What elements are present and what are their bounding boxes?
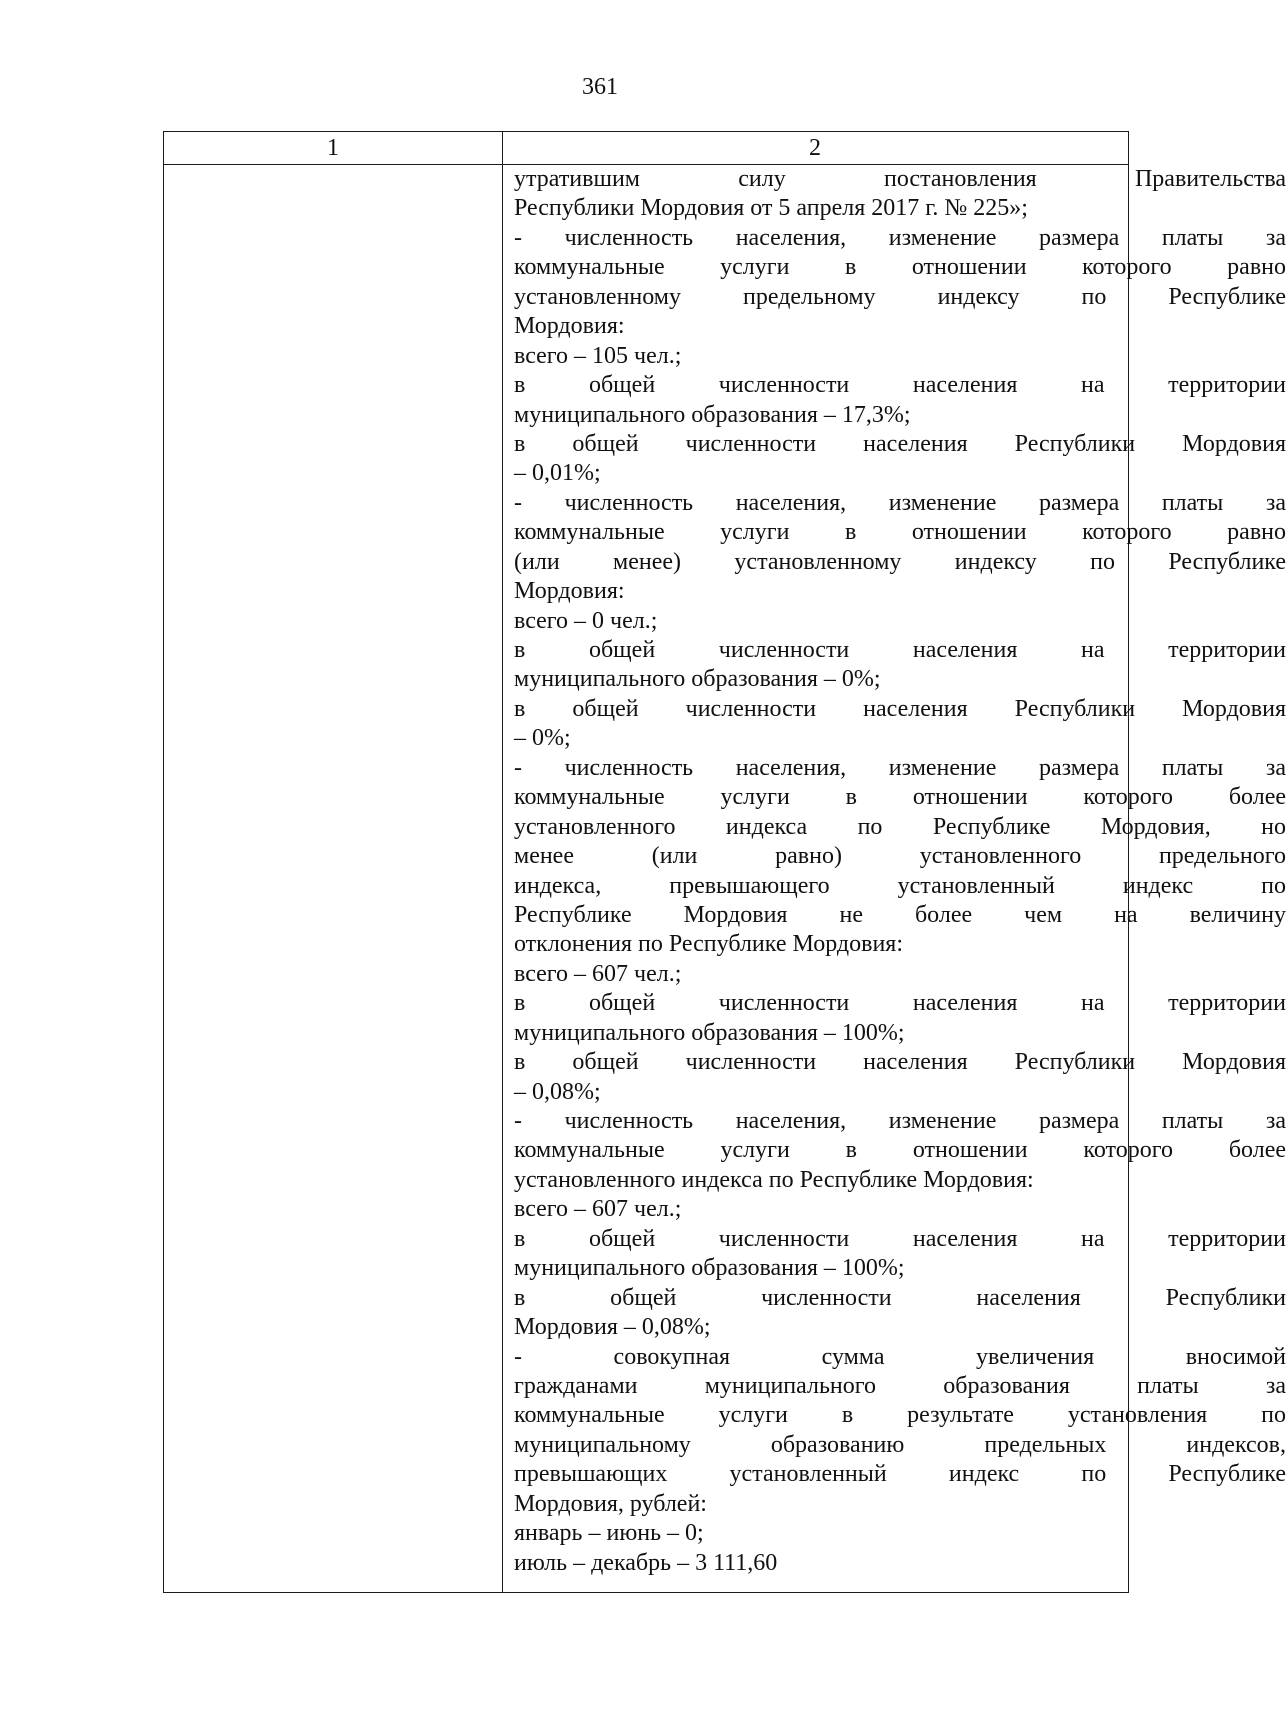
text-line: в общей численности населения Республики Мордовия	[514, 1049, 1286, 1076]
text-line: - совокупная сумма увеличения вносимой	[514, 1343, 1286, 1370]
text-line: установленного индекса по Республике Мордовия, но	[514, 813, 1286, 840]
column-1-header: 1	[327, 135, 339, 161]
text-line: - численность населения, изменение размера платы за	[514, 754, 1286, 781]
text-line: всего – 607 чел.;	[514, 960, 682, 987]
text-line: всего – 105 чел.;	[514, 342, 682, 369]
text-line: - численность населения, изменение размера платы за	[514, 224, 1286, 251]
column-2-text	[514, 165, 1286, 1578]
text-line: январь – июнь – 0;	[514, 1520, 704, 1547]
text-line: коммунальные услуги в отношении которого более	[514, 1137, 1286, 1164]
text-line: Мордовия:	[514, 313, 625, 340]
text-line: менее (или равно) установленного предельного	[514, 843, 1286, 870]
text-line: в общей численности населения на территории	[514, 1225, 1286, 1252]
text-line: коммунальные услуги в отношении которого равно	[514, 519, 1286, 546]
text-line: в общей численности населения на территории	[514, 372, 1286, 399]
text-line: Мордовия:	[514, 578, 625, 605]
text-line: в общей численности населения на территории	[514, 990, 1286, 1017]
text-line: - численность населения, изменение размера платы за	[514, 1108, 1286, 1134]
page-number: 361	[582, 74, 618, 100]
text-line: в общей численности населения Республики	[514, 1284, 1286, 1311]
text-line: - численность населения, изменение размера платы за	[514, 489, 1286, 516]
text-line: Мордовия – 0,08%;	[514, 1314, 711, 1341]
document-table	[163, 131, 1286, 1593]
text-line: гражданами муниципального образования платы за	[514, 1372, 1286, 1399]
text-line: – 0,01%;	[514, 460, 601, 487]
text-line: коммунальные услуги в результате установления по	[514, 1402, 1286, 1429]
text-line: утратившим силу постановления Правительства	[514, 166, 1286, 192]
text-line: установленного индекса по Республике Мордовия:	[514, 1166, 1034, 1193]
text-line: коммунальные услуги в отношении которого равно	[514, 254, 1286, 281]
text-line: индекса, превышающего установленный индекс по	[514, 872, 1286, 899]
text-line: коммунальные услуги в отношении которого более	[514, 784, 1286, 811]
text-line: Республике Мордовия не более чем на величину	[514, 901, 1286, 928]
text-line: отклонения по Республике Мордовия:	[514, 931, 904, 958]
text-line: муниципального образования – 0%;	[514, 666, 881, 693]
text-line: в общей численности населения на территории	[514, 637, 1286, 663]
text-line: в общей численности населения Республики Мордовия	[514, 430, 1286, 457]
text-line: муниципальному образованию предельных индексов,	[514, 1431, 1286, 1458]
column-2-header: 2	[809, 135, 821, 161]
text-line: Республики Мордовия от 5 апреля 2017 г. № 225»;	[514, 195, 1028, 222]
text-line: установленному предельному индексу по Республике	[514, 283, 1286, 310]
table-header-row	[164, 132, 1128, 165]
text-line: муниципального образования – 100%;	[514, 1019, 905, 1046]
text-line: всего – 0 чел.;	[514, 607, 658, 634]
text-line: Мордовия, рублей:	[514, 1490, 707, 1517]
text-line: (или менее) установленному индексу по Республике	[514, 548, 1286, 575]
text-line: превышающих установленный индекс по Республике	[514, 1461, 1286, 1488]
text-line: муниципального образования – 100%;	[514, 1255, 905, 1282]
text-line: – 0,08%;	[514, 1078, 601, 1105]
text-line: – 0%;	[514, 725, 571, 752]
text-line: муниципального образования – 17,3%;	[514, 401, 911, 428]
text-line: в общей численности населения Республики Мордовия	[514, 695, 1286, 722]
column-divider	[502, 132, 503, 1592]
text-line: июль – декабрь – 3 111,60	[514, 1549, 778, 1576]
text-line: всего – 607 чел.;	[514, 1196, 682, 1223]
